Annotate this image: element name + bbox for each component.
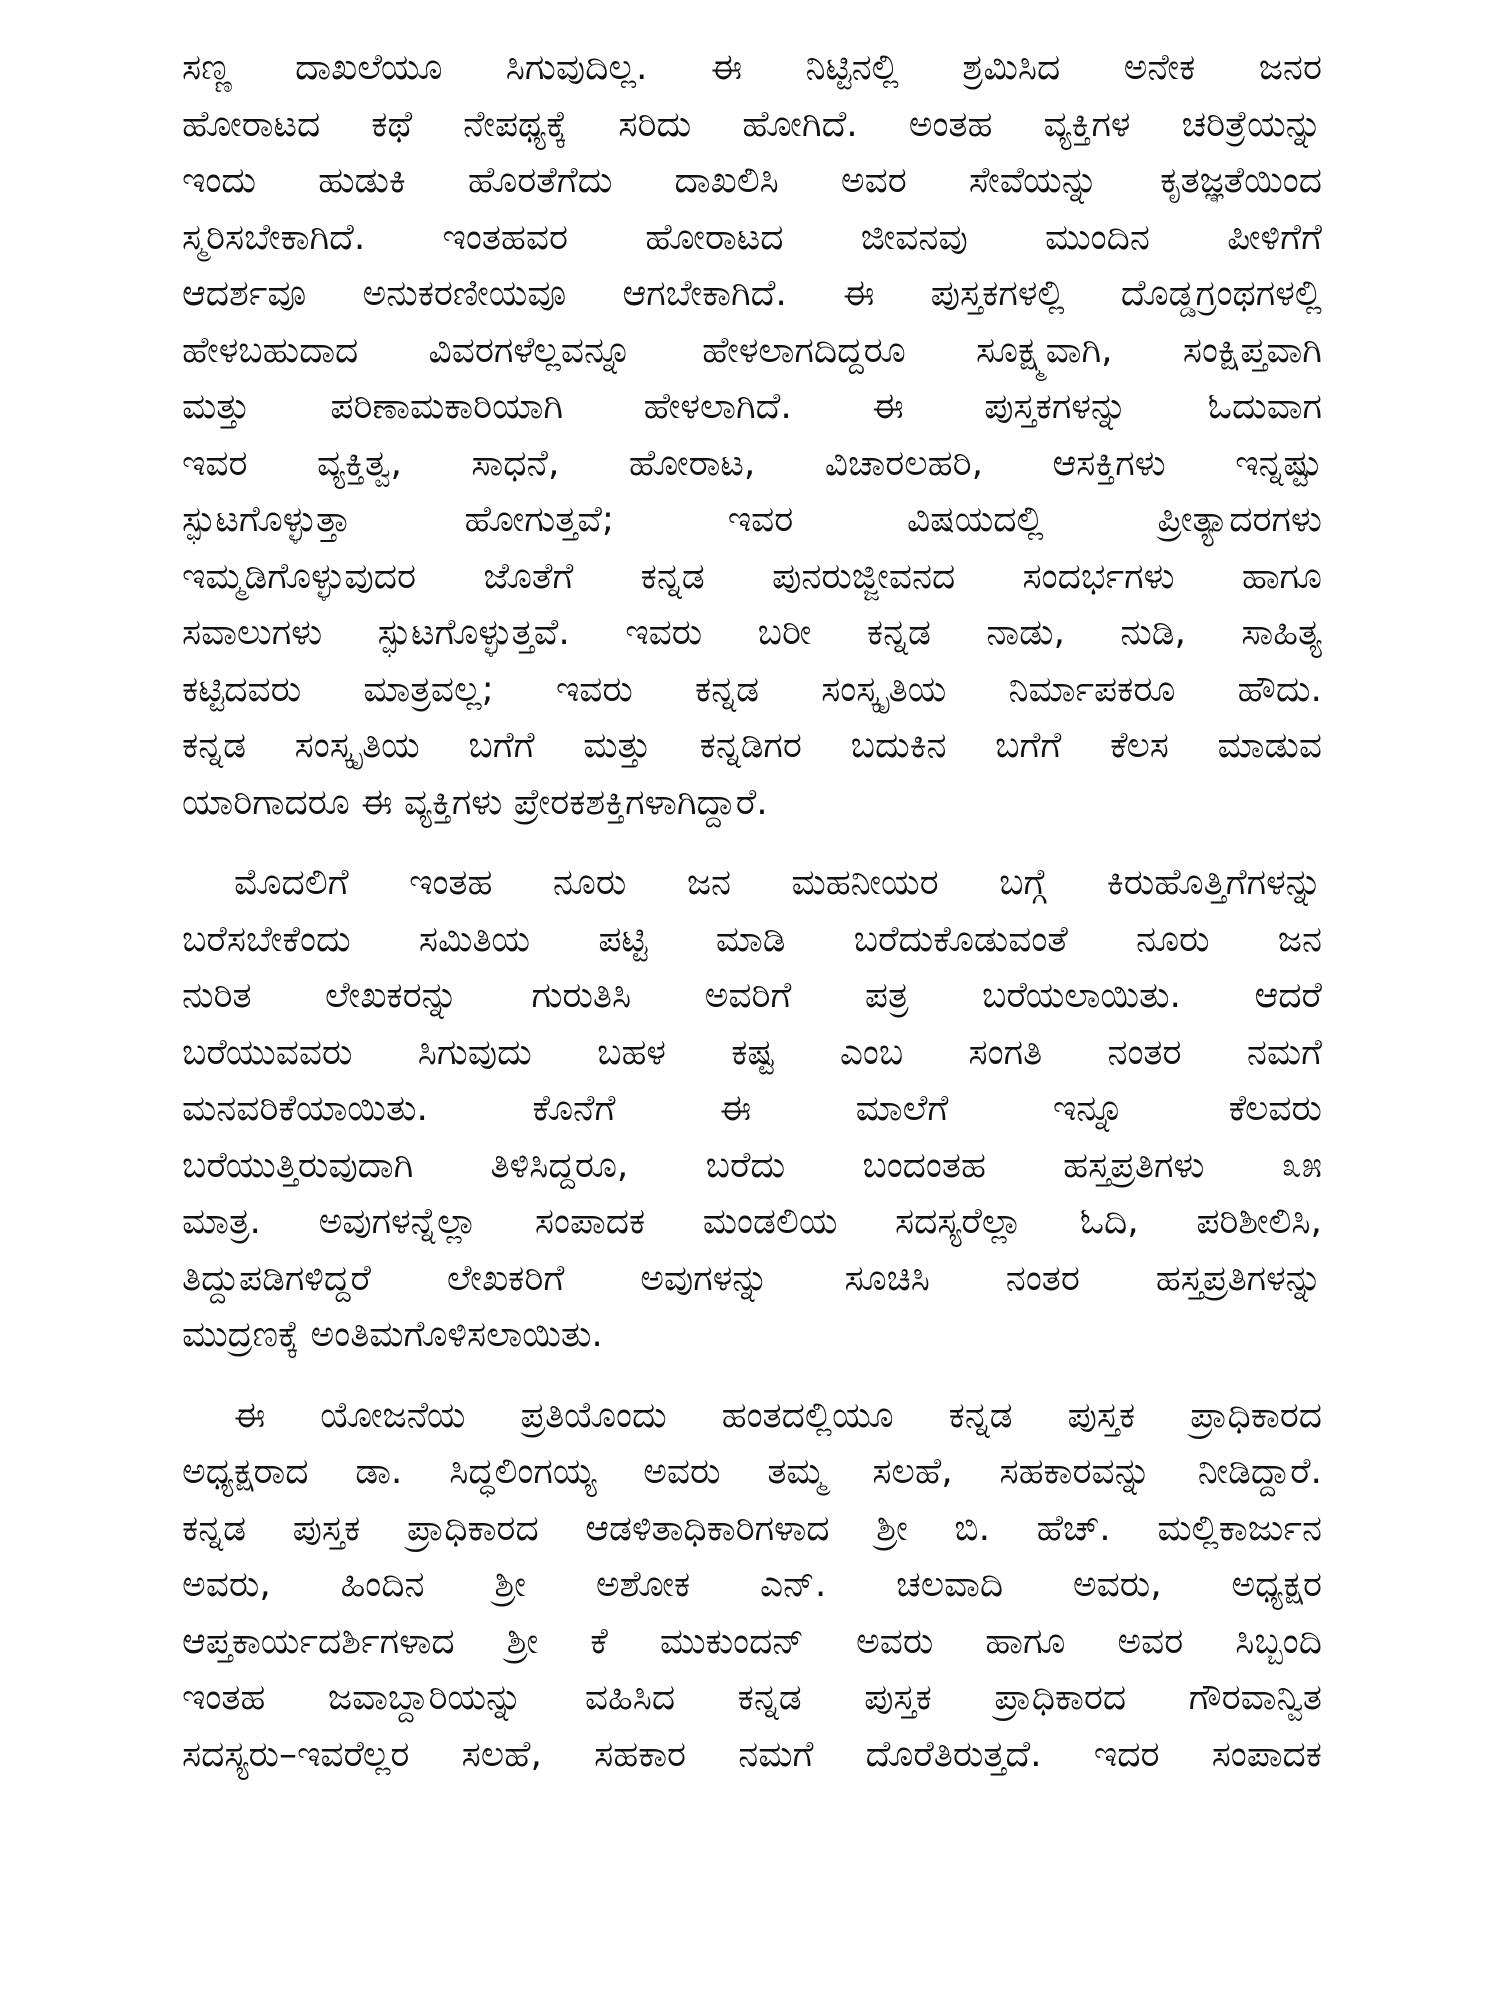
paragraph-spacer xyxy=(182,1364,1322,1388)
text-line: ಇಮ್ಮಡಿಗೊಳ್ಳುವುದರ ಜೊತೆಗೆ ಕನ್ನಡ ಪುನರುಜ್ಜೀವನದ ಸಂದರ್ಭಗಳು ಹಾಗೂ xyxy=(182,555,1322,597)
text-line: ನುರಿತ ಲೇಖಕರನ್ನು ಗುರುತಿಸಿ ಅವರಿಗೆ ಪತ್ರ ಬರೆಯಲಾಯಿತು. ಆದರೆ xyxy=(182,975,1322,1016)
text-line: ಬರೆಯುವವರು ಸಿಗುವುದು ಬಹಳ ಕಷ್ಟ ಎಂಬ ಸಂಗತಿ ನಂತರ ನಮಗೆ xyxy=(182,1031,1322,1073)
text-line: ಹೇಳಬಹುದಾದ ವಿವರಗಳೆಲ್ಲವನ್ನೂ ಹೇಳಲಾಗದಿದ್ದರೂ ಸೂಕ್ಷ್ಮವಾಗಿ, ಸಂಕ್ಷಿಪ್ತವಾಗಿ xyxy=(182,329,1322,371)
text-line: ಕನ್ನಡ ಪುಸ್ತಕ ಪ್ರಾಧಿಕಾರದ ಆಡಳಿತಾಧಿಕಾರಿಗಳಾದ ಶ್ರೀ ಬಿ. ಹೆಚ್. ಮಲ್ಲಿಕಾರ್ಜುನ xyxy=(182,1507,1322,1549)
text-line: ಮನವರಿಕೆಯಾಯಿತು. ಕೊನೆಗೆ ಈ ಮಾಲೆಗೆ ಇನ್ನೂ ಕೆಲವರು xyxy=(182,1088,1322,1129)
text-line: ಸ್ಫುಟಗೊಳ್ಳುತ್ತಾ ಹೋಗುತ್ತವೆ; ಇವರ ವಿಷಯದಲ್ಲಿ ಪ್ರೀತ್ಯಾದರಗಳು xyxy=(182,499,1322,540)
text-line: ಸವಾಲುಗಳು ಸ್ಫುಟಗೊಳ್ಳುತ್ತವೆ. ಇವರು ಬರೀ ಕನ್ನಡ ನಾಡು, ನುಡಿ, ಸಾಹಿತ್ಯ xyxy=(182,612,1322,653)
text-line: ಹೋರಾಟದ ಕಥೆ ನೇಪಥ್ಯಕ್ಕೆ ಸರಿದು ಹೋಗಿದೆ. ಅಂತಹ ವ್ಯಕ್ತಿಗಳ ಚರಿತ್ರೆಯನ್ನು xyxy=(182,103,1322,145)
paragraph-2 xyxy=(182,855,1322,1364)
text-line: ಮೊದಲಿಗೆ ಇಂತಹ ನೂರು ಜನ ಮಹನೀಯರ ಬಗ್ಗೆ ಕಿರುಹೊತ್ತಿಗೆಗಳನ್ನು xyxy=(234,862,1322,903)
text-line: ಈ ಯೋಜನೆಯ ಪ್ರತಿಯೊಂದು ಹಂತದಲ್ಲಿಯೂ ಕನ್ನಡ ಪುಸ್ತಕ ಪ್ರಾಧಿಕಾರದ xyxy=(234,1394,1322,1436)
text-line: ಅಧ್ಯಕ್ಷರಾದ ಡಾ. ಸಿದ್ಧಲಿಂಗಯ್ಯ ಅವರು ತಮ್ಮ ಸಲಹೆ, ಸಹಕಾರವನ್ನು ನೀಡಿದ್ದಾರೆ. xyxy=(182,1451,1322,1492)
text-line: ಮುದ್ರಣಕ್ಕೆ ಅಂತಿಮಗೊಳಿಸಲಾಯಿತು. xyxy=(182,1314,603,1355)
text-line: ಮಾತ್ರ. ಅವುಗಳನ್ನೆಲ್ಲಾ ಸಂಪಾದಕ ಮಂಡಲಿಯ ಸದಸ್ಯರೆಲ್ಲಾ ಓದಿ, ಪರಿಶೀಲಿಸಿ, xyxy=(182,1201,1322,1242)
text-line: ಇಂದು ಹುಡುಕಿ ಹೊರತೆಗೆದು ದಾಖಲಿಸಿ ಅವರ ಸೇವೆಯನ್ನು ಕೃತಜ್ಞತೆಯಿಂದ xyxy=(182,160,1322,201)
text-line: ಸಣ್ಣ ದಾಖಲೆಯೂ ಸಿಗುವುದಿಲ್ಲ. ಈ ನಿಟ್ಟಿನಲ್ಲಿ ಶ್ರಮಿಸಿದ ಅನೇಕ ಜನರ xyxy=(182,47,1322,88)
paragraph-3 xyxy=(182,1388,1322,1784)
text-line: ಬರೆಸಬೇಕೆಂದು ಸಮಿತಿಯ ಪಟ್ಟಿ ಮಾಡಿ ಬರೆದುಕೊಡುವಂತೆ ನೂರು ಜನ xyxy=(182,918,1322,960)
text-line: ಕನ್ನಡ ಸಂಸ್ಕೃತಿಯ ಬಗೆಗೆ ಮತ್ತು ಕನ್ನಡಿಗರ ಬದುಕಿನ ಬಗೆಗೆ ಕೆಲಸ ಮಾಡುವ xyxy=(182,725,1322,766)
text-line: ಸದಸ್ಯರು–ಇವರೆಲ್ಲರ ಸಲಹೆ, ಸಹಕಾರ ನಮಗೆ ದೊರೆತಿರುತ್ತದೆ. ಇದರ ಸಂಪಾದಕ xyxy=(182,1733,1322,1775)
paragraph-spacer xyxy=(182,831,1322,855)
text-line: ಕಟ್ಟಿದವರು ಮಾತ್ರವಲ್ಲ; ಇವರು ಕನ್ನಡ ಸಂಸ್ಕೃತಿಯ ನಿರ್ಮಾಪಕರೂ ಹೌದು. xyxy=(182,668,1322,710)
paragraph-1 xyxy=(182,40,1322,831)
text-line: ಸ್ಮರಿಸಬೇಕಾಗಿದೆ. ಇಂತಹವರ ಹೋರಾಟದ ಜೀವನವು ಮುಂದಿನ ಪೀಳಿಗೆಗೆ xyxy=(182,216,1322,258)
text-line: ಆದರ್ಶವೂ ಅನುಕರಣೀಯವೂ ಆಗಬೇಕಾಗಿದೆ. ಈ ಪುಸ್ತಕಗಳಲ್ಲಿ ದೊಡ್ಡಗ್ರಂಥಗಳಲ್ಲಿ xyxy=(182,273,1322,314)
text-line: ಅವರು, ಹಿಂದಿನ ಶ್ರೀ ಅಶೋಕ ಎನ್. ಚಲವಾದಿ ಅವರು, ಅಧ್ಯಕ್ಷರ xyxy=(182,1564,1322,1605)
text-line: ತಿದ್ದುಪಡಿಗಳಿದ್ದರೆ ಲೇಖಕರಿಗೆ ಅವುಗಳನ್ನು ಸೂಚಿಸಿ ನಂತರ ಹಸ್ತಪ್ರತಿಗಳನ್ನು xyxy=(182,1257,1322,1299)
text-line: ಮತ್ತು ಪರಿಣಾಮಕಾರಿಯಾಗಿ ಹೇಳಲಾಗಿದೆ. ಈ ಪುಸ್ತಕಗಳನ್ನು ಓದುವಾಗ xyxy=(182,386,1322,427)
text-line: ಬರೆಯುತ್ತಿರುವುದಾಗಿ ತಿಳಿಸಿದ್ದರೂ, ಬರೆದು ಬಂದಂತಹ ಹಸ್ತಪ್ರತಿಗಳು ೩೫ xyxy=(182,1144,1322,1186)
text-line: ಯಾರಿಗಾದರೂ ಈ ವ್ಯಕ್ತಿಗಳು ಪ್ರೇರಕಶಕ್ತಿಗಳಾಗಿದ್ದಾರೆ. xyxy=(182,781,768,823)
text-line: ಇಂತಹ ಜವಾಬ್ದಾರಿಯನ್ನು ವಹಿಸಿದ ಕನ್ನಡ ಪುಸ್ತಕ ಪ್ರಾಧಿಕಾರದ ಗೌರವಾನ್ವಿತ xyxy=(182,1677,1322,1718)
body-text xyxy=(182,40,1322,1783)
text-line: ಇವರ ವ್ಯಕ್ತಿತ್ವ, ಸಾಧನೆ, ಹೋರಾಟ, ವಿಚಾರಲಹರಿ, ಆಸಕ್ತಿಗಳು ಇನ್ನಷ್ಟು xyxy=(182,442,1322,484)
text-line: ಆಪ್ತಕಾರ್ಯದರ್ಶಿಗಳಾದ ಶ್ರೀ ಕೆ ಮುಕುಂದನ್ ಅವರು ಹಾಗೂ ಅವರ ಸಿಬ್ಬಂದಿ xyxy=(182,1620,1322,1662)
